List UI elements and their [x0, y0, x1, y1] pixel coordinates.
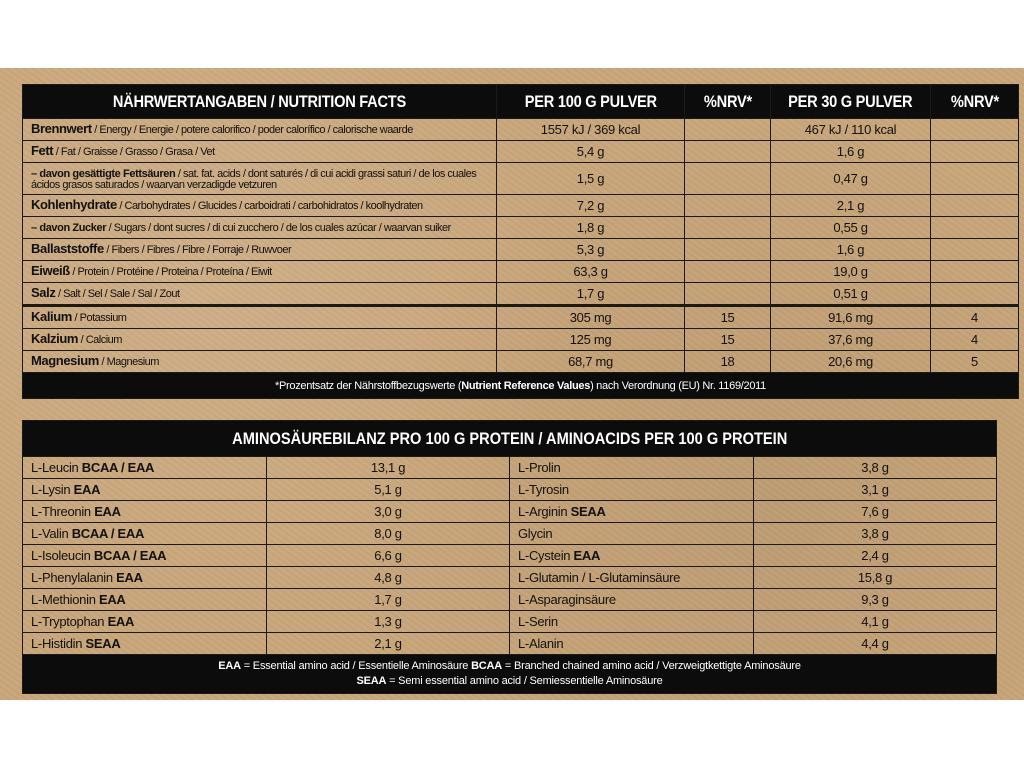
amino-acid-label: L-Histidin: [31, 636, 83, 651]
amino-acid-class: BCAA / EAA: [81, 460, 155, 475]
table-row: [23, 633, 997, 655]
nrv-per-100g: [685, 261, 771, 283]
amino-acid-name: [23, 545, 267, 567]
value-per-100g: 305 mg: [497, 306, 685, 329]
value-per-100g: 5,3 g: [497, 239, 685, 261]
nutrient-name: Eiweiß / Protein / Protéine / Proteina / Proteína / Eiwit: [23, 261, 497, 283]
amino-acid-name: [510, 589, 754, 611]
value-per-100g: 5,4 g: [497, 141, 685, 163]
amino-title: AMINOSÄUREBILANZ PRO 100 G PROTEIN / AMINOACIDS PER 100 G PROTEIN: [23, 421, 997, 457]
header-nutrition-facts: NÄHRWERTANGABEN / NUTRITION FACTS: [23, 85, 497, 119]
amino-acid-name: [23, 567, 267, 589]
value-per-30g: 91,6 mg: [771, 306, 931, 329]
value-per-100g: 68,7 mg: [497, 351, 685, 373]
amino-acid-name: [23, 633, 267, 655]
amino-acid-class: SEAA: [85, 636, 121, 651]
amino-acid-name: [510, 567, 754, 589]
amino-acid-value: 1,7 g: [267, 589, 510, 611]
amino-acid-value: 6,6 g: [267, 545, 510, 567]
amino-acid-name: [23, 523, 267, 545]
value-per-30g: 2,1 g: [771, 195, 931, 217]
table-row: [23, 351, 1019, 373]
amino-acid-class: SEAA: [570, 504, 606, 519]
amino-acid-name: [23, 479, 267, 501]
amino-acid-value: 4,8 g: [267, 567, 510, 589]
amino-acid-label: Glycin: [518, 526, 553, 541]
amino-acid-value: 4,1 g: [754, 611, 997, 633]
value-per-100g: 7,2 g: [497, 195, 685, 217]
value-per-100g: 1557 kJ / 369 kcal: [497, 119, 685, 141]
amino-acid-name: [510, 633, 754, 655]
amino-acid-class: BCAA / EAA: [93, 548, 167, 563]
nrv-per-100g: [685, 195, 771, 217]
amino-acid-name: [23, 589, 267, 611]
nutrient-name: – davon Zucker / Sugars / dont sucres / di cui zucchero / de los cuales azúcar / waarvan suiker: [23, 217, 497, 239]
nrv-per-100g: 18: [685, 351, 771, 373]
table-row: [23, 163, 1019, 195]
table-row: [23, 195, 1019, 217]
nrv-per-30g: 5: [931, 351, 1019, 373]
amino-acid-class: EAA: [94, 504, 121, 519]
amino-acid-label: L-Lysin: [31, 482, 71, 497]
table-row: [23, 261, 1019, 283]
nutrient-name: Fett / Fat / Graisse / Grasso / Grasa / Vet: [23, 141, 497, 163]
amino-acid-name: [23, 501, 267, 523]
amino-acid-class: EAA: [573, 548, 601, 563]
amino-acid-label: L-Tryptophan: [31, 614, 105, 629]
nrv-footnote: *Prozentsatz der Nährstoffbezugswerte (Nutrient Reference Values) nach Verordnung (EU) Nr. 1169/2011: [23, 373, 1019, 399]
nutrient-name: Kohlenhydrate / Carbohydrates / Glucides / carboidrati / carbohidratos / koolhydraten: [23, 195, 497, 217]
amino-acid-name: [510, 611, 754, 633]
nutrition-footnote-row: [23, 373, 1019, 399]
amino-acid-label: L-Alanin: [518, 636, 564, 651]
amino-acid-value: 1,3 g: [267, 611, 510, 633]
value-per-30g: 37,6 mg: [771, 329, 931, 351]
table-row: [23, 306, 1019, 329]
nrv-per-100g: [685, 163, 771, 195]
table-row: [23, 611, 997, 633]
amino-acid-value: 7,6 g: [754, 501, 997, 523]
amino-header-row: [23, 421, 997, 457]
table-row: [23, 567, 997, 589]
table-row: [23, 501, 997, 523]
table-row: [23, 457, 997, 479]
nrv-per-30g: 4: [931, 329, 1019, 351]
nutrition-header-row: [23, 85, 1019, 119]
value-per-100g: 63,3 g: [497, 261, 685, 283]
nrv-per-100g: [685, 141, 771, 163]
amino-acid-label: L-Serin: [518, 614, 558, 629]
amino-acid-label: L-Tyrosin: [518, 482, 569, 497]
amino-acid-value: 3,0 g: [267, 501, 510, 523]
nrv-per-30g: [931, 141, 1019, 163]
amino-acid-name: [23, 457, 267, 479]
nrv-per-100g: [685, 217, 771, 239]
value-per-30g: 20,6 mg: [771, 351, 931, 373]
amino-acid-value: 2,1 g: [267, 633, 510, 655]
amino-acid-table: [22, 420, 997, 694]
amino-acid-label: L-Prolin: [518, 460, 561, 475]
nrv-per-30g: [931, 195, 1019, 217]
header-per-30g: PER 30 G PULVER: [771, 85, 931, 119]
amino-acid-label: L-Arginin: [518, 504, 568, 519]
nrv-per-30g: [931, 217, 1019, 239]
table-row: [23, 545, 997, 567]
value-per-30g: 19,0 g: [771, 261, 931, 283]
amino-acid-value: 3,8 g: [754, 457, 997, 479]
header-per-100g: PER 100 G PULVER: [497, 85, 685, 119]
amino-legend-row: [23, 655, 997, 694]
amino-acid-label: L-Valin: [31, 526, 69, 541]
nutrient-name: Kalium / Potassium: [23, 306, 497, 329]
value-per-30g: 0,51 g: [771, 283, 931, 306]
amino-acid-class: EAA: [116, 570, 143, 585]
table-row: [23, 217, 1019, 239]
amino-acid-label: L-Cystein: [518, 548, 571, 563]
table-row: [23, 283, 1019, 306]
value-per-100g: 1,5 g: [497, 163, 685, 195]
value-per-100g: 1,8 g: [497, 217, 685, 239]
amino-acid-value: 3,8 g: [754, 523, 997, 545]
table-row: [23, 119, 1019, 141]
amino-acid-class: EAA: [107, 614, 135, 629]
table-row: [23, 141, 1019, 163]
value-per-30g: 467 kJ / 110 kcal: [771, 119, 931, 141]
amino-acid-label: L-Glutamin / L-Glutaminsäure: [518, 570, 681, 585]
amino-acid-label: L-Leucin: [31, 460, 79, 475]
nrv-per-100g: [685, 283, 771, 306]
amino-acid-label: L-Isoleucin: [31, 548, 91, 563]
amino-acid-label: L-Methionin: [31, 592, 96, 607]
nrv-per-100g: [685, 239, 771, 261]
amino-acid-label: L-Threonin: [31, 504, 91, 519]
amino-acid-name: [510, 479, 754, 501]
amino-acid-value: 5,1 g: [267, 479, 510, 501]
nrv-per-100g: 15: [685, 306, 771, 329]
amino-acid-value: 4,4 g: [754, 633, 997, 655]
nutrient-name: – davon gesättigte Fettsäuren / sat. fat. acids / dont saturés / di cui acidi grassi saturi / de los cuales ácidos grasos saturados / waarvan verzadigde vetzuren: [23, 163, 497, 195]
amino-acid-value: 2,4 g: [754, 545, 997, 567]
amino-acid-class: BCAA / EAA: [71, 526, 145, 541]
nrv-per-100g: [685, 119, 771, 141]
amino-acid-label: L-Phenylalanin: [31, 570, 113, 585]
amino-acid-value: 9,3 g: [754, 589, 997, 611]
amino-legend: EAA = Essential amino acid / Essentielle Aminosäure BCAA = Branched chained amino acid / Verzweigtkettigte Aminosäure SEAA = Semi essential amino acid / Semiessentielle Aminosäure: [23, 655, 997, 694]
value-per-100g: 1,7 g: [497, 283, 685, 306]
amino-acid-value: 15,8 g: [754, 567, 997, 589]
nrv-per-30g: [931, 283, 1019, 306]
amino-acid-class: EAA: [98, 592, 126, 607]
table-row: [23, 589, 997, 611]
amino-acid-name: [510, 545, 754, 567]
amino-acid-name: [510, 457, 754, 479]
amino-acid-value: 13,1 g: [267, 457, 510, 479]
nrv-per-30g: 4: [931, 306, 1019, 329]
nrv-per-30g: [931, 239, 1019, 261]
nutrient-name: Ballaststoffe / Fibers / Fibres / Fibre / Forraje / Ruwvoer: [23, 239, 497, 261]
nrv-per-100g: 15: [685, 329, 771, 351]
amino-acid-name: [23, 611, 267, 633]
value-per-100g: 125 mg: [497, 329, 685, 351]
amino-acid-label: L-Asparaginsäure: [518, 592, 616, 607]
amino-acid-value: 3,1 g: [754, 479, 997, 501]
table-row: [23, 329, 1019, 351]
nutrient-name: Salz / Salt / Sel / Sale / Sal / Zout: [23, 283, 497, 306]
amino-acid-class: EAA: [73, 482, 101, 497]
nutrient-name: Magnesium / Magnesium: [23, 351, 497, 373]
table-row: [23, 239, 1019, 261]
nrv-per-30g: [931, 261, 1019, 283]
header-nrv-100g: %NRV*: [685, 85, 771, 119]
nutrient-name: Brennwert / Energy / Energie / potere calorifico / poder calorífico / calorische waarde: [23, 119, 497, 141]
table-row: [23, 523, 997, 545]
nrv-per-30g: [931, 163, 1019, 195]
amino-acid-name: [510, 501, 754, 523]
value-per-30g: 0,47 g: [771, 163, 931, 195]
value-per-30g: 1,6 g: [771, 239, 931, 261]
amino-acid-name: [510, 523, 754, 545]
value-per-30g: 0,55 g: [771, 217, 931, 239]
table-row: [23, 479, 997, 501]
nutrition-facts-table: [22, 84, 1019, 399]
amino-acid-value: 8,0 g: [267, 523, 510, 545]
nutrient-name: Kalzium / Calcium: [23, 329, 497, 351]
header-nrv-30g: %NRV*: [931, 85, 1019, 119]
value-per-30g: 1,6 g: [771, 141, 931, 163]
nrv-per-30g: [931, 119, 1019, 141]
